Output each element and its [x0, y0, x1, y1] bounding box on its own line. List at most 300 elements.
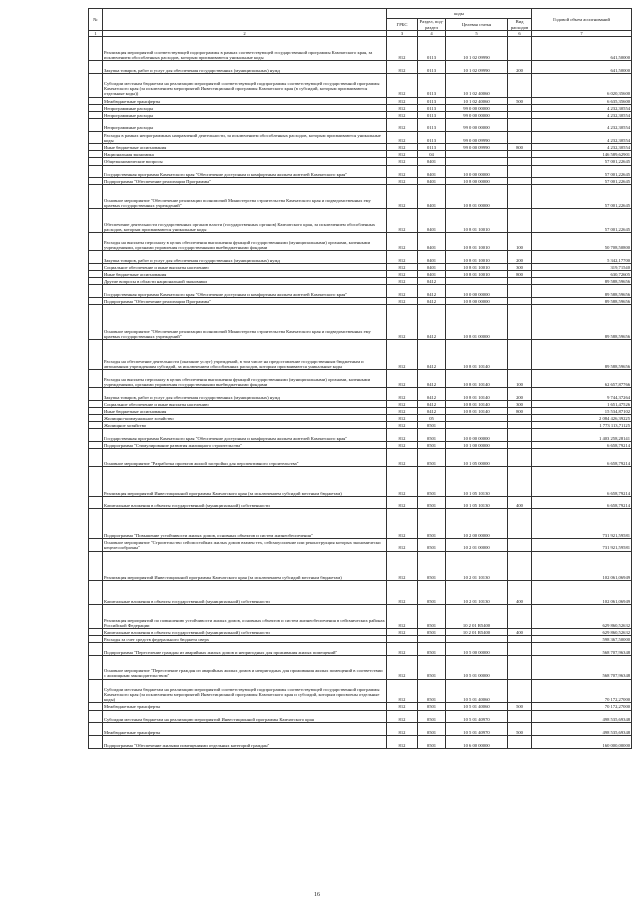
section-cell: 0113	[418, 37, 446, 61]
column-index-cell: 2	[103, 31, 387, 37]
table-row	[89, 278, 632, 285]
row-number-cell	[89, 538, 103, 551]
grbs-cell: 812	[387, 298, 418, 305]
description-cell: Капитальные вложения в объекты государственной (муниципальной) собственности	[103, 581, 387, 605]
table-row	[89, 60, 632, 73]
section-cell: 0401	[418, 209, 446, 233]
header-amount: Годовой объем ассигнований	[532, 9, 632, 31]
table-row	[89, 496, 632, 509]
table-row	[89, 285, 632, 298]
section-cell: 04	[418, 151, 446, 158]
section-cell: 0113	[418, 60, 446, 73]
table-row	[89, 251, 632, 264]
grbs-cell: 812	[387, 144, 418, 151]
section-cell: 0501	[418, 642, 446, 655]
row-number-cell	[89, 60, 103, 73]
target-article-cell: 10 8 01 10010	[446, 264, 508, 271]
grbs-cell: 812	[387, 209, 418, 233]
grbs-cell: 812	[387, 628, 418, 635]
section-cell: 0501	[418, 581, 446, 605]
expense-type-cell	[508, 421, 532, 428]
amount-cell: 15 534,87102	[532, 407, 632, 414]
amount-cell: 6 658,79214	[532, 448, 632, 466]
expense-type-cell: 500	[508, 97, 532, 104]
description-cell: Основное мероприятие "Обеспечение реализации полномочий Министерства строительства Камчатского края и подведомственных ему краевых государственных учреждений"	[103, 185, 387, 209]
table-body	[89, 37, 632, 749]
table-row	[89, 642, 632, 655]
grbs-cell: 812	[387, 233, 418, 251]
grbs-cell: 812	[387, 429, 418, 442]
section-cell: 0501	[418, 628, 446, 635]
grbs-cell: 812	[387, 251, 418, 264]
amount-cell: 1 651,47526	[532, 400, 632, 407]
expense-type-cell	[508, 414, 532, 421]
row-number-cell	[89, 509, 103, 539]
column-index-cell: 5	[446, 31, 508, 37]
description-cell: Закупка товаров, работ и услуг для обеспечения государственных (муниципальных) нужд	[103, 60, 387, 73]
section-cell: 05	[418, 414, 446, 421]
amount-cell: 6 635,35600	[532, 97, 632, 104]
grbs-cell: 812	[387, 655, 418, 679]
section-cell: 0501	[418, 496, 446, 509]
grbs-cell: 812	[387, 264, 418, 271]
table-row	[89, 509, 632, 539]
row-number-cell	[89, 710, 103, 723]
table-row	[89, 723, 632, 736]
target-article-cell: 10 1 05 10130	[446, 496, 508, 509]
description-cell: Подпрограмма "Обеспечение реализации Программы"	[103, 298, 387, 305]
description-cell: Расходы за счет средств федерального бюджета сверх	[103, 635, 387, 642]
expense-type-cell: 500	[508, 723, 532, 736]
grbs-cell: 812	[387, 271, 418, 278]
budget-table	[88, 8, 632, 749]
description-cell: Подпрограмма "Обеспечение реализации Программы"	[103, 178, 387, 185]
amount-cell: 5 342,17700	[532, 251, 632, 264]
column-index-cell: 7	[532, 31, 632, 37]
grbs-cell: 812	[387, 509, 418, 539]
amount-cell: 498 535,69348	[532, 710, 632, 723]
expense-type-cell: 200	[508, 60, 532, 73]
row-number-cell	[89, 407, 103, 414]
section-cell: 0412	[418, 305, 446, 340]
grbs-cell: 812	[387, 400, 418, 407]
description-cell: Социальное обеспечение и иные выплаты населению	[103, 264, 387, 271]
target-article-cell: 10 8 01 00000	[446, 305, 508, 340]
target-article-cell: 10 5 01 40970	[446, 723, 508, 736]
table-row	[89, 400, 632, 407]
grbs-cell	[387, 635, 418, 642]
expense-type-cell	[508, 604, 532, 628]
header-target: Целевая статья	[446, 19, 508, 31]
target-article-cell: 10 1 02 40060	[446, 97, 508, 104]
expense-type-cell: 300	[508, 400, 532, 407]
expense-type-cell: 800	[508, 407, 532, 414]
expense-type-cell	[508, 735, 532, 748]
row-number-cell	[89, 271, 103, 278]
amount-cell: 4 232,30554	[532, 144, 632, 151]
target-article-cell: 10 5 01 40060	[446, 703, 508, 710]
expense-type-cell: 400	[508, 496, 532, 509]
expense-type-cell	[508, 151, 532, 158]
row-number-cell	[89, 628, 103, 635]
grbs-cell: 812	[387, 97, 418, 104]
amount-cell: 57 001,22645	[532, 185, 632, 209]
row-number-cell	[89, 118, 103, 131]
row-number-cell	[89, 158, 103, 165]
description-cell: Подпрограмма "Стимулирование развития жилищного строительства"	[103, 441, 387, 448]
section-cell: 0501	[418, 655, 446, 679]
grbs-cell: 812	[387, 604, 418, 628]
description-cell: Расходы на выплаты персоналу в целях обеспечения выполнения функций государственными (муниципальными) органами, казенными учреждениями, органами управления государственными внебюджетными фондами	[103, 233, 387, 251]
expense-type-cell	[508, 305, 532, 340]
table-row	[89, 209, 632, 233]
amount-cell: 6 658,79214	[532, 496, 632, 509]
grbs-cell: 812	[387, 388, 418, 401]
target-article-cell: 10 8 01 10140	[446, 407, 508, 414]
grbs-cell: 812	[387, 104, 418, 111]
target-article-cell: 10 2 01 00000	[446, 538, 508, 551]
row-number-cell	[89, 723, 103, 736]
table-row	[89, 581, 632, 605]
row-number-cell	[89, 703, 103, 710]
grbs-cell: 812	[387, 178, 418, 185]
amount-cell: 89 588,59656	[532, 285, 632, 298]
expense-type-cell	[508, 37, 532, 61]
target-article-cell	[446, 421, 508, 428]
row-number-cell	[89, 604, 103, 628]
target-article-cell: 99 0 00 00000	[446, 118, 508, 131]
table-row	[89, 538, 632, 551]
amount-cell: 4 232,30554	[532, 104, 632, 111]
section-cell: 0412	[418, 400, 446, 407]
amount-cell: 102 061,06949	[532, 581, 632, 605]
target-article-cell: 10 0 00 00000	[446, 285, 508, 298]
table-row	[89, 421, 632, 428]
description-cell: Непрограммные расходы	[103, 118, 387, 131]
header-no: №	[89, 9, 103, 31]
column-index-cell: 3	[387, 31, 418, 37]
target-article-cell: 10 2 01 10130	[446, 551, 508, 581]
table-row	[89, 264, 632, 271]
grbs-cell: 812	[387, 60, 418, 73]
section-cell: 0412	[418, 278, 446, 285]
amount-cell: 630,72605	[532, 271, 632, 278]
expense-type-cell	[508, 441, 532, 448]
table-row	[89, 305, 632, 340]
section-cell: 0501	[418, 710, 446, 723]
amount-cell: 62 657,87766	[532, 369, 632, 387]
grbs-cell: 812	[387, 551, 418, 581]
row-number-cell	[89, 305, 103, 340]
description-cell: Расходы в рамках непрограммных направлений деятельности, за исключением обособленных расходов, которым присваиваются уникальные коды	[103, 131, 387, 144]
grbs-cell: 812	[387, 496, 418, 509]
grbs-cell: 812	[387, 538, 418, 551]
amount-cell: 598 367,50000	[532, 635, 632, 642]
amount-cell: 568 707,96348	[532, 655, 632, 679]
row-number-cell	[89, 414, 103, 421]
description-cell: Капитальные вложения в объекты государственной (муниципальной) собственности	[103, 628, 387, 635]
section-cell: 0401	[418, 165, 446, 178]
amount-cell: 731 921,59581	[532, 509, 632, 539]
row-number-cell	[89, 429, 103, 442]
row-number-cell	[89, 735, 103, 748]
section-cell: 0401	[418, 185, 446, 209]
table-row	[89, 448, 632, 466]
grbs-cell: 812	[387, 285, 418, 298]
expense-type-cell	[508, 185, 532, 209]
target-article-cell: 10 8 01 10010	[446, 209, 508, 233]
section-cell: 0501	[418, 723, 446, 736]
description-cell: Реализация мероприятий по повышению устойчивости жилых домов, основных объектов и систем жизнеобеспечения в сейсмических районах Российской Федерации	[103, 604, 387, 628]
table-row	[89, 414, 632, 421]
grbs-cell: 812	[387, 305, 418, 340]
row-number-cell	[89, 144, 103, 151]
description-cell: Субсидии местным бюджетам на реализацию мероприятий соответствующей подпрограммы соответствующей государственной программы Камчатского края (за исключением мероприятий Инвестиционной программы Камчатского края (в субсидий, которым присваиваются отдельные коды))	[103, 73, 387, 97]
row-number-cell	[89, 655, 103, 679]
expense-type-cell: 300	[508, 264, 532, 271]
description-cell: Другие вопросы в области национальной экономики	[103, 278, 387, 285]
description-cell: Субсидии местным бюджетам на реализацию мероприятий Инвестиционной программы Камчатского края	[103, 710, 387, 723]
expense-type-cell: 200	[508, 251, 532, 264]
section-cell: 0501	[418, 509, 446, 539]
table-row	[89, 429, 632, 442]
target-article-cell: 10 1 02 09990	[446, 37, 508, 61]
section-cell: 0412	[418, 369, 446, 387]
grbs-cell: 812	[387, 340, 418, 370]
expense-type-cell	[508, 111, 532, 118]
row-number-cell	[89, 369, 103, 387]
expense-type-cell	[508, 104, 532, 111]
expense-type-cell: 100	[508, 369, 532, 387]
description-cell: Непрограммные расходы	[103, 104, 387, 111]
target-article-cell	[446, 635, 508, 642]
description-cell: Государственная программа Камчатского края "Обеспечение доступным и комфортным жильем жителей Камчатского края"	[103, 165, 387, 178]
table-row	[89, 165, 632, 178]
grbs-cell: 812	[387, 407, 418, 414]
table-row	[89, 151, 632, 158]
description-cell: Расходы на выплаты персоналу в целях обеспечения выполнения функций государственными (муниципальными) органами, казенными учреждениями, органами управления государственными внебюджетными фондами	[103, 369, 387, 387]
amount-cell: 9 744,37264	[532, 388, 632, 401]
grbs-cell: 812	[387, 703, 418, 710]
table-row	[89, 340, 632, 370]
section-cell: 0113	[418, 111, 446, 118]
amount-cell: 89 588,59656	[532, 298, 632, 305]
row-number-cell	[89, 400, 103, 407]
amount-cell: 89 588,59656	[532, 305, 632, 340]
amount-cell: 57 001,22645	[532, 209, 632, 233]
amount-cell: 160 000,00000	[532, 735, 632, 748]
amount-cell: 102 061,06949	[532, 551, 632, 581]
grbs-cell: 812	[387, 421, 418, 428]
target-article-cell: 10 8 01 10140	[446, 369, 508, 387]
section-cell: 0501	[418, 735, 446, 748]
row-number-cell	[89, 73, 103, 97]
description-cell: Расходы на обеспечение деятельности (оказание услуг) учреждений, в том числе на предоставление государственным бюджетным и автономным учреждениям субсидий, за исключением обособленных расходов, которым присваиваются уникальные коды	[103, 340, 387, 370]
section-cell	[418, 635, 446, 642]
description-cell: Государственная программа Камчатского края "Обеспечение доступным и комфортным жильем жителей Камчатского края"	[103, 429, 387, 442]
table-row	[89, 703, 632, 710]
table-row	[89, 178, 632, 185]
row-number-cell	[89, 635, 103, 642]
amount-cell: 629 860,52632	[532, 628, 632, 635]
grbs-cell: 812	[387, 158, 418, 165]
section-cell: 0412	[418, 407, 446, 414]
amount-cell: 641,50000	[532, 37, 632, 61]
description-cell: Иные бюджетные ассигнования	[103, 271, 387, 278]
amount-cell: 4 232,30554	[532, 111, 632, 118]
expense-type-cell	[508, 340, 532, 370]
table-row	[89, 407, 632, 414]
grbs-cell: 812	[387, 118, 418, 131]
target-article-cell: 99 0 00 00000	[446, 111, 508, 118]
section-cell: 0412	[418, 285, 446, 298]
section-cell: 0501	[418, 604, 446, 628]
amount-cell: 629 860,52632	[532, 604, 632, 628]
target-article-cell	[446, 414, 508, 421]
description-cell: Реализация мероприятий соответствующей подпрограммы в рамках соответствующей государственной программы Камчатского края, за исключением обособленных расходов, которым присваиваются уникальные коды	[103, 37, 387, 61]
expense-type-cell	[508, 551, 532, 581]
row-number-cell	[89, 131, 103, 144]
target-article-cell: 10 5 01 40970	[446, 710, 508, 723]
description-cell: Основное мероприятие "Строительство сейсмостойких жилых домов взамен тех, сейсмоусиление или реконструкция которых экономически нецелесообразны"	[103, 538, 387, 551]
grbs-cell: 812	[387, 679, 418, 703]
section-cell: 0501	[418, 538, 446, 551]
amount-cell: 89 588,59656	[532, 340, 632, 370]
expense-type-cell: 400	[508, 581, 532, 605]
table-row	[89, 144, 632, 151]
column-index-cell: 1	[89, 31, 103, 37]
table-row	[89, 551, 632, 581]
section-cell: 0401	[418, 264, 446, 271]
row-number-cell	[89, 388, 103, 401]
expense-type-cell	[508, 710, 532, 723]
amount-cell: 50 708,50800	[532, 233, 632, 251]
description-cell: Межбюджетные трансферты	[103, 703, 387, 710]
section-cell: 0401	[418, 271, 446, 278]
target-article-cell: 99 0 00 09990	[446, 144, 508, 151]
target-article-cell: 10 8 00 00000	[446, 178, 508, 185]
table-row	[89, 158, 632, 165]
table-row	[89, 233, 632, 251]
table-row	[89, 369, 632, 387]
description-cell: Основное мероприятие "Разработка проектов жилой застройки для перспективного строительства"	[103, 448, 387, 466]
target-article-cell: 10 8 01 10010	[446, 251, 508, 264]
row-number-cell	[89, 448, 103, 466]
expense-type-cell	[508, 509, 532, 539]
grbs-cell: 812	[387, 185, 418, 209]
description-cell: Жилищно-коммунальное хозяйство	[103, 414, 387, 421]
amount-cell: 6 658,79214	[532, 441, 632, 448]
target-article-cell: 10 1 05 00000	[446, 448, 508, 466]
amount-cell: 1 773 113,71125	[532, 421, 632, 428]
description-cell: Закупка товаров, работ и услуг для обеспечения государственных (муниципальных) нужд	[103, 388, 387, 401]
header-codes: коды	[387, 9, 532, 19]
description-cell: Иные бюджетные ассигнования	[103, 407, 387, 414]
description-cell: Общеэкономические вопросы	[103, 158, 387, 165]
row-number-cell	[89, 285, 103, 298]
expense-type-cell	[508, 448, 532, 466]
row-number-cell	[89, 251, 103, 264]
row-number-cell	[89, 165, 103, 178]
section-cell: 0412	[418, 340, 446, 370]
target-article-cell	[446, 151, 508, 158]
description-cell: Субсидии местным бюджетам на реализацию мероприятий соответствующей подпрограммы соответствующей государственной программы Камчатского края (за исключением мероприятий Инвестиционной программы Камчатского края и субсидий, которым присвоены отдельные коды)	[103, 679, 387, 703]
row-number-cell	[89, 421, 103, 428]
amount-cell: 57 001,22645	[532, 158, 632, 165]
column-index-cell: 6	[508, 31, 532, 37]
target-article-cell: 10 2 01 R5400	[446, 628, 508, 635]
expense-type-cell	[508, 635, 532, 642]
row-number-cell	[89, 151, 103, 158]
amount-cell: 568 707,96348	[532, 642, 632, 655]
amount-cell: 6 020,35600	[532, 73, 632, 97]
amount-cell: 70 172,27000	[532, 703, 632, 710]
description-cell: Реализация мероприятий Инвестиционной программы Камчатского края (за исключением субсидий местным бюджетам)	[103, 467, 387, 497]
target-article-cell: 99 0 00 00000	[446, 104, 508, 111]
grbs-cell: 812	[387, 581, 418, 605]
section-cell: 0113	[418, 144, 446, 151]
amount-cell: 6 658,79214	[532, 467, 632, 497]
section-cell: 0501	[418, 441, 446, 448]
section-cell: 0113	[418, 118, 446, 131]
expense-type-cell	[508, 165, 532, 178]
section-cell: 0412	[418, 388, 446, 401]
target-article-cell: 10 5 01 00000	[446, 655, 508, 679]
description-cell: Межбюджетные трансферты	[103, 723, 387, 736]
row-number-cell	[89, 178, 103, 185]
expense-type-cell	[508, 679, 532, 703]
section-cell: 0501	[418, 421, 446, 428]
row-number-cell	[89, 209, 103, 233]
table-row	[89, 388, 632, 401]
amount-cell: 319,71540	[532, 264, 632, 271]
target-article-cell: 10 0 00 00000	[446, 165, 508, 178]
section-cell: 0113	[418, 104, 446, 111]
section-cell: 0401	[418, 251, 446, 264]
row-number-cell	[89, 581, 103, 605]
expense-type-cell	[508, 278, 532, 285]
description-cell: Закупка товаров, работ и услуг для обеспечения государственных (муниципальных) нужд	[103, 251, 387, 264]
expense-type-cell	[508, 642, 532, 655]
section-cell: 0501	[418, 551, 446, 581]
amount-cell: 731 921,59581	[532, 538, 632, 551]
table-row	[89, 604, 632, 628]
description-cell: Основное мероприятие "Обеспечение реализации полномочий Министерства строительства Камчатского края и подведомственных ему краевых государственных учреждений"	[103, 305, 387, 340]
expense-type-cell: 200	[508, 388, 532, 401]
description-cell: Подпрограмма "Повышение устойчивости жилых домов, основных объектов и систем жизнеобеспечения"	[103, 509, 387, 539]
description-cell: Межбюджетные трансферты	[103, 97, 387, 104]
description-cell: Основное мероприятие "Переселение граждан из аварийных жилых домов и непригодных для проживания жилых помещений в соответствии с жилищным законодательством"	[103, 655, 387, 679]
description-cell: Капитальные вложения в объекты государственной (муниципальной) собственности	[103, 496, 387, 509]
header-grbs: ГРБС	[387, 19, 418, 31]
row-number-cell	[89, 340, 103, 370]
row-number-cell	[89, 37, 103, 61]
table-row	[89, 271, 632, 278]
target-article-cell: 10 0 00 00000	[446, 429, 508, 442]
amount-cell: 498 535,69348	[532, 723, 632, 736]
amount-cell: 57 001,22645	[532, 178, 632, 185]
section-cell: 0501	[418, 679, 446, 703]
target-article-cell: 10 8 01 10010	[446, 271, 508, 278]
table-row	[89, 111, 632, 118]
table-row	[89, 628, 632, 635]
expense-type-cell: 400	[508, 628, 532, 635]
table-row	[89, 467, 632, 497]
row-number-cell	[89, 233, 103, 251]
section-cell: 0501	[418, 448, 446, 466]
header-description	[103, 9, 387, 31]
row-number-cell	[89, 679, 103, 703]
